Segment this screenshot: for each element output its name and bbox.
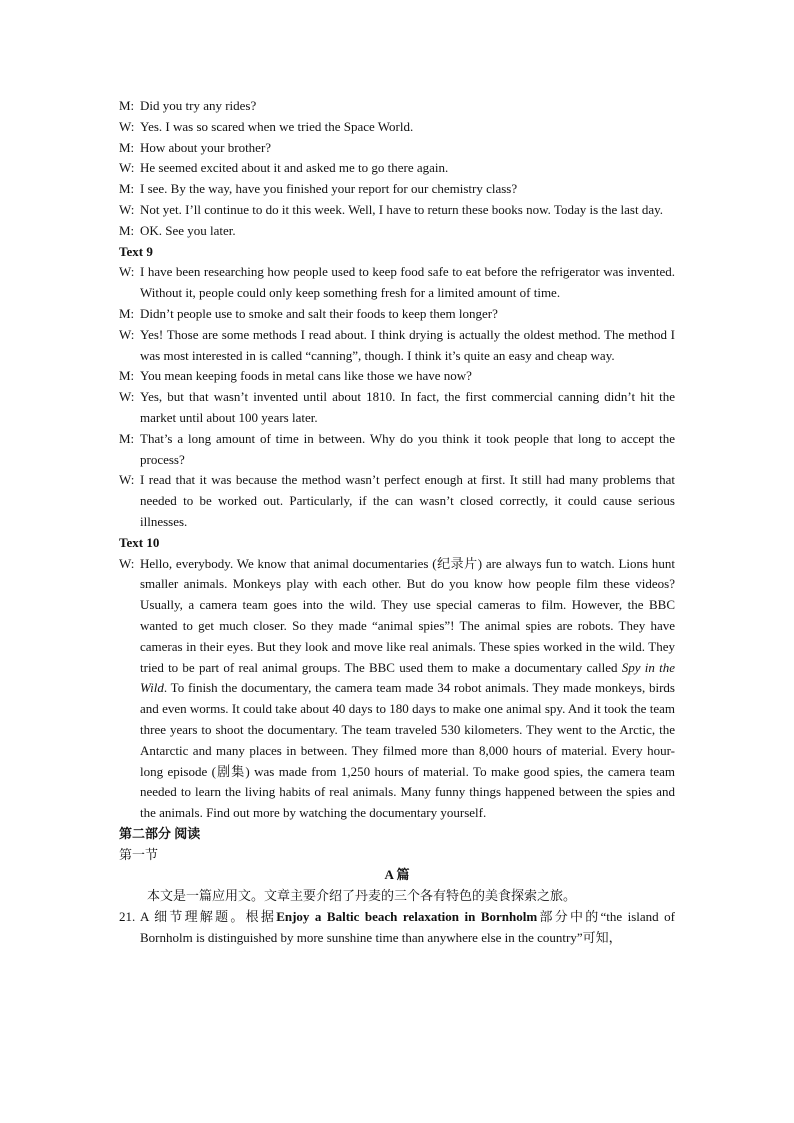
- dialogue-line: [119, 387, 675, 429]
- dialogue-text: Did you try any rides?: [140, 98, 257, 113]
- dialogue-text: Yes! Those are some methods I read about. I think drying is actually the oldest method. The method I was most interested in is called “canning”, though. I think it’s quite an easy and cheap way.: [140, 326, 675, 363]
- speaker-label: M:: [119, 98, 135, 113]
- dialogue-text: How about your brother?: [140, 139, 272, 155]
- dialogue-line: [119, 262, 675, 304]
- dialogue-text: You mean keeping foods in metal cans like those we have now?: [140, 368, 472, 384]
- question-lead: A 细节理解题。根据: [140, 909, 277, 925]
- dialogue-text: Yes. I was so scared when we tried the Space World.: [140, 118, 414, 134]
- speaker-label: M:: [119, 368, 135, 384]
- speaker-label: W:: [119, 555, 135, 571]
- dialogue-line: [119, 429, 675, 471]
- documentary-title: Spy in the Wild: [140, 659, 675, 696]
- dialogue-text: He seemed excited about it and asked me to go there again.: [140, 160, 449, 176]
- dialogue-text: I see. By the way, have you finished your report for our chemistry class?: [140, 181, 518, 197]
- speaker-label: M:: [119, 430, 135, 446]
- passage-title: A 篇: [384, 867, 410, 883]
- speaker-label: M:: [119, 139, 135, 155]
- dialogue-text: That’s a long amount of time in between. Why do you think it took people that long to accept the process?: [140, 430, 675, 467]
- dialogue-line: [119, 304, 675, 325]
- section-reference: Enjoy a Baltic beach relaxation in Bornholm: [276, 909, 538, 925]
- section-label: 第一节: [119, 846, 159, 862]
- speaker-label: W:: [119, 201, 135, 217]
- text10-heading: Text 10: [119, 534, 160, 550]
- question-21: [119, 907, 675, 949]
- text10-monologue: [119, 554, 675, 824]
- speaker-label: W:: [119, 472, 135, 488]
- speaker-label: M:: [119, 181, 135, 197]
- dialogue-line: [119, 117, 675, 138]
- dialogue-text: I read that it was because the method wasn’t perfect enough at first. It still had many problems that needed to be worked out. Particularly, if the can wasn’t closed correctly, it could cause serious illnesses.: [140, 472, 675, 529]
- speaker-label: W:: [119, 264, 135, 280]
- answer-key-content: [119, 96, 675, 949]
- speaker-label: M:: [119, 305, 135, 321]
- dialogue-line: [119, 158, 675, 179]
- passage-intro: 本文是一篇应用文。文章主要介绍了丹麦的三个各有特色的美食探索之旅。: [147, 888, 577, 904]
- dialogue-line: [119, 366, 675, 387]
- speaker-label: W:: [119, 326, 135, 342]
- monologue-text-part2: . To finish the documentary, the camera team made 34 robot animals. They made monkeys, birds and even worms. It could take about 40 days to 180 days to make one animal spy. And it took the team three years to shoot the documentary. The team traveled 530 kilometers. They went to the Arctic, the Antarctic and many places in between. They filmed more than 8,000 hours of material. Every hour-long episode (剧集) was made from 1,250 hours of material. To make good spies, the camera team needed to learn the living habits of real animals. Many funny things happened between the spies and the animals. Find out more by watching the documentary yourself.: [140, 680, 675, 821]
- dialogue-line: [119, 221, 675, 242]
- part2-heading: 第二部分 阅读: [119, 825, 201, 841]
- text9-heading: Text 9: [119, 243, 153, 259]
- speaker-label: W:: [119, 389, 135, 405]
- monologue-text-part1: Hello, everybody. We know that animal documentaries (纪录片) are always fun to watch. Lions hunt smaller animals. Monkeys play with each other. But do you know how people film these videos? Usually, a camera team goes into the wild. They use special cameras to film. However, the BBC wanted to get much closer. So they made “animal spies”! The animal spies are robots. They have cameras in their eyes. But they look and move like real animals. These spies worked in the wild. They tried to be part of real animal groups. The BBC used them to make a documentary called: [140, 555, 675, 675]
- dialogue-text: Yes, but that wasn’t invented until about 1810. In fact, the first commercial canning didn’t hit the market until about 100 years later.: [140, 389, 675, 425]
- question-number: 21.: [119, 909, 136, 925]
- dialogue-line: [119, 325, 675, 367]
- dialogue-text8-end: [119, 96, 675, 242]
- speaker-label: W:: [119, 118, 135, 134]
- dialogue-line: [119, 179, 675, 200]
- text9-dialogue: [119, 262, 675, 532]
- dialogue-text: Didn’t people use to smoke and salt their foods to keep them longer?: [140, 305, 498, 321]
- question-explanation: 部分中的“the island of Bornholm is distinguished by more sunshine time than anywhere else in the country”可知，: [140, 909, 675, 945]
- dialogue-text: Not yet. I’ll continue to do it this week. Well, I have to return these books now. Today is the last day.: [140, 201, 663, 217]
- dialogue-text: I have been researching how people used to keep food safe to eat before the refrigerator was invented. Without it, people could only keep something fresh for a limited amount of time.: [140, 264, 675, 301]
- speaker-label: M:: [119, 222, 135, 238]
- speaker-label: W:: [119, 160, 135, 176]
- dialogue-text: OK. See you later.: [140, 222, 236, 238]
- dialogue-line: [119, 138, 675, 159]
- dialogue-line: [119, 470, 675, 532]
- dialogue-line: [119, 96, 675, 117]
- dialogue-line: [119, 200, 675, 221]
